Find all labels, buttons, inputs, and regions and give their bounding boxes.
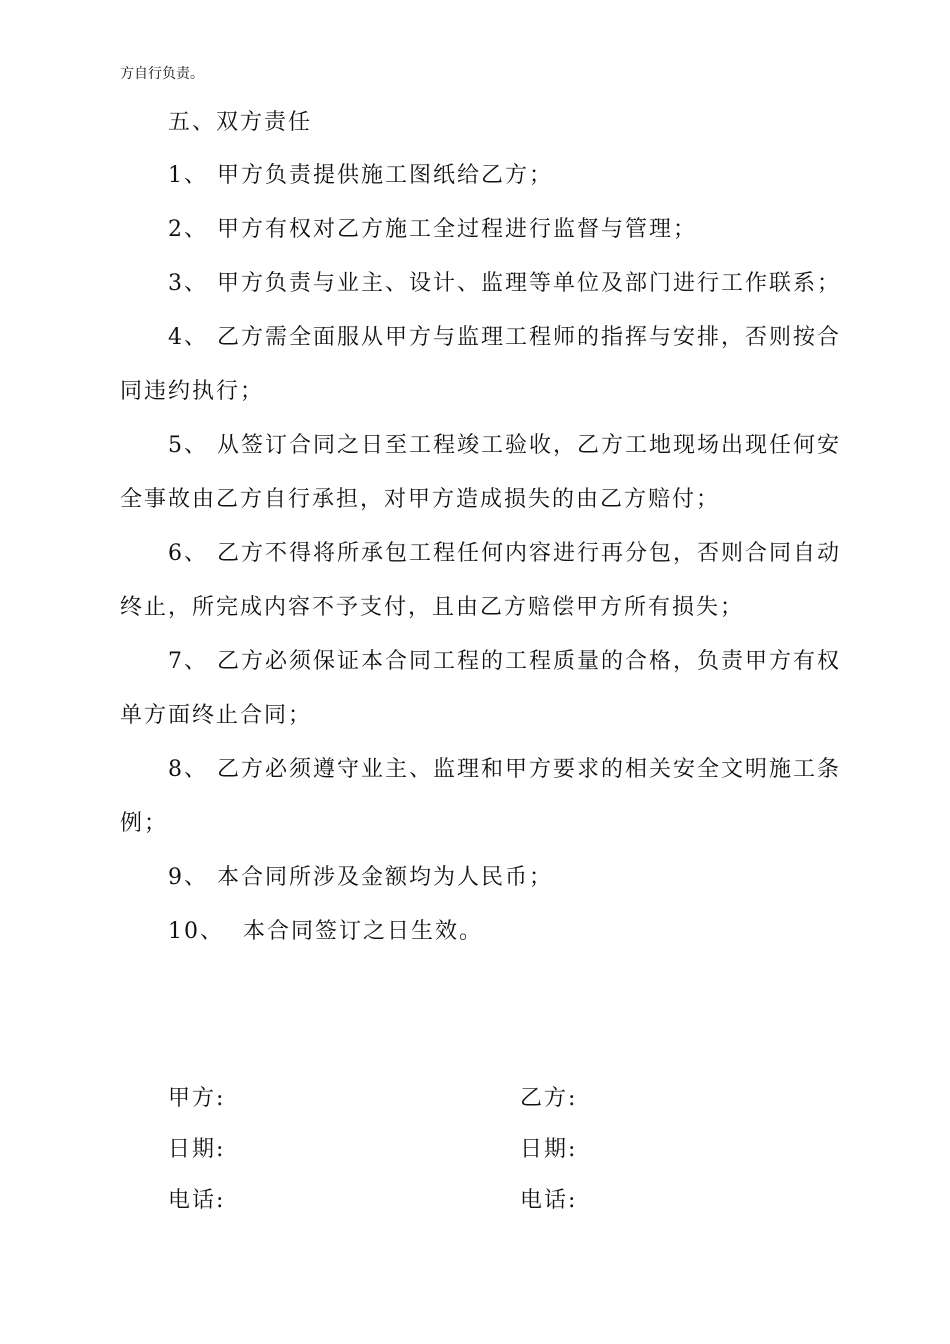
clause-6-line2: 终止，所完成内容不予支付，且由乙方赔偿甲方所有损失；: [120, 595, 745, 620]
clause-4-line2: 同违约执行；: [120, 379, 265, 404]
clause-9: 9、 本合同所涉及金额均为人民币；: [168, 865, 553, 890]
clause-8-line1: 8、 乙方必须遵守业主、监理和甲方要求的相关安全文明施工条: [168, 757, 841, 782]
carryover-text: 方自行负责。: [120, 66, 204, 82]
section-title: 五、双方责任: [168, 110, 313, 135]
clause-7-line2: 单方面终止合同；: [120, 703, 313, 728]
clause-5-line1: 5、 从签订合同之日至工程竣工验收，乙方工地现场出现任何安: [168, 433, 841, 458]
date-a-label: 日期:: [168, 1137, 226, 1162]
party-b-label: 乙方:: [520, 1086, 578, 1111]
clause-1: 1、 甲方负责提供施工图纸给乙方；: [168, 163, 553, 188]
clause-8-line2: 例；: [120, 811, 169, 836]
party-a-label: 甲方:: [168, 1086, 226, 1111]
clause-4-line1: 4、 乙方需全面服从甲方与监理工程师的指挥与安排，否则按合: [168, 325, 841, 350]
clause-10-text: 本合同签订之日生效。: [243, 919, 484, 944]
clause-7-line1: 7、 乙方必须保证本合同工程的工程质量的合格，负责甲方有权: [168, 649, 841, 674]
clause-10-number: 10、: [168, 919, 224, 944]
clause-2: 2、 甲方有权对乙方施工全过程进行监督与管理；: [168, 217, 697, 242]
phone-a-label: 电话:: [168, 1188, 226, 1213]
phone-b-label: 电话:: [520, 1188, 578, 1213]
clause-3: 3、 甲方负责与业主、设计、监理等单位及部门进行工作联系；: [168, 271, 841, 296]
clause-5-line2: 全事故由乙方自行承担，对甲方造成损失的由乙方赔付；: [120, 487, 721, 512]
clause-6-line1: 6、 乙方不得将所承包工程任何内容进行再分包，否则合同自动: [168, 541, 841, 566]
date-b-label: 日期:: [520, 1137, 578, 1162]
